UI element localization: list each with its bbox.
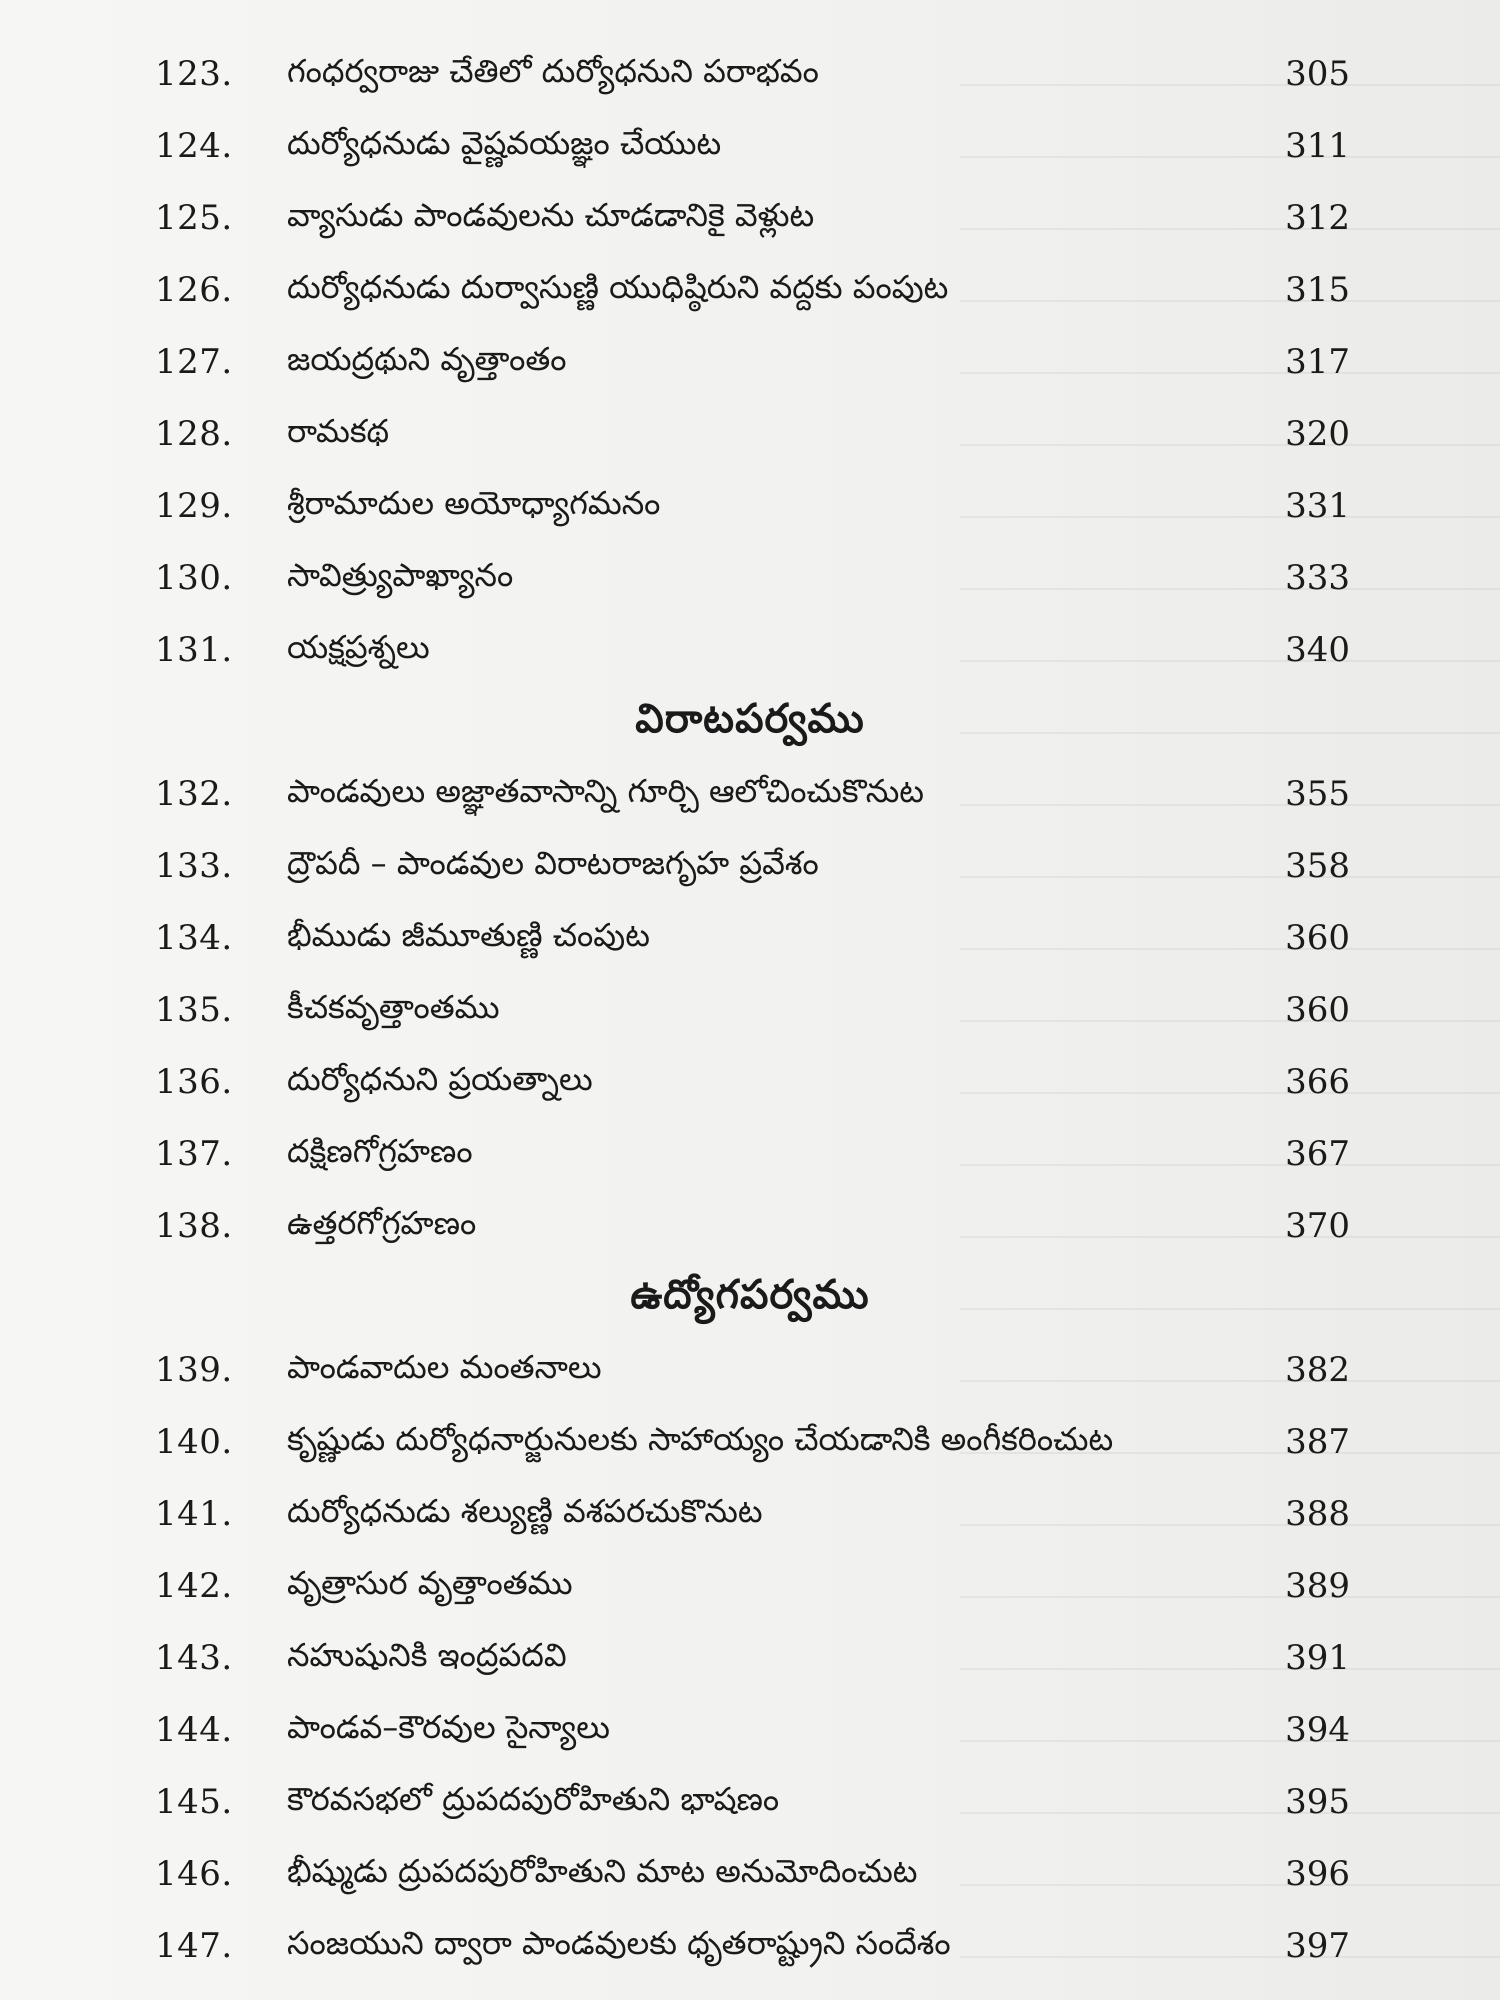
toc-entry — [0, 1128, 1500, 1188]
entry-title: సంజయుని ద్వారా పాండవులకు ధృతరాష్ట్రుని సందేశం — [287, 1924, 951, 1962]
entry-number: 125. — [155, 198, 233, 238]
entry-page: 388 — [1285, 1494, 1350, 1534]
entry-title: యక్షప్రశ్నలు — [287, 628, 430, 666]
entry-page: 312 — [1285, 198, 1350, 238]
entry-title: ఉత్తరగోగ్రహణం — [287, 1204, 477, 1242]
entry-title: వృత్రాసుర వృత్తాంతము — [287, 1564, 573, 1602]
entry-page: 333 — [1285, 558, 1350, 598]
entry-page: 389 — [1285, 1566, 1350, 1606]
toc-entry — [0, 552, 1500, 612]
entry-number: 132. — [155, 774, 233, 814]
entry-number: 124. — [155, 126, 233, 166]
entry-number: 133. — [155, 846, 233, 886]
toc-entry — [0, 840, 1500, 900]
toc-entry — [0, 408, 1500, 468]
entry-title: పాండవ–కౌరవుల సైన్యాలు — [287, 1708, 610, 1746]
entry-page: 387 — [1285, 1422, 1350, 1462]
entry-number: 130. — [155, 558, 233, 598]
entry-title: దక్షిణగోగ్రహణం — [287, 1132, 473, 1170]
toc-entry — [0, 1704, 1500, 1764]
entry-number: 129. — [155, 486, 233, 526]
toc-entry — [0, 624, 1500, 684]
entry-title: దుర్యోధనుడు వైష్ణవయజ్ఞం చేయుట — [287, 124, 722, 162]
entry-page: 382 — [1285, 1350, 1350, 1390]
entry-page: 355 — [1285, 774, 1350, 814]
entry-page: 340 — [1285, 630, 1350, 670]
entry-page: 320 — [1285, 414, 1350, 454]
entry-title: గంధర్వరాజు చేతిలో దుర్యోధనుని పరాభవం — [287, 52, 819, 90]
entry-page: 395 — [1285, 1782, 1350, 1822]
entry-page: 366 — [1285, 1062, 1350, 1102]
entry-number: 143. — [155, 1638, 233, 1678]
entry-title: శ్రీరామాదుల అయోధ్యాగమనం — [287, 484, 661, 522]
toc-entry — [0, 336, 1500, 396]
entry-page: 317 — [1285, 342, 1350, 382]
entry-page: 360 — [1285, 918, 1350, 958]
entry-title: కృష్ణుడు దుర్యోధనార్జునులకు సాహాయ్యం చేయడానికి అంగీకరించుట — [287, 1420, 1114, 1458]
entry-title: కీచకవృత్తాంతము — [287, 988, 500, 1026]
entry-title: భీముడు జీమూతుణ్ణి చంపుట — [287, 916, 650, 954]
entry-title: దుర్యోధనుడు శల్యుణ్ణి వశపరచుకొనుట — [287, 1492, 763, 1530]
toc-entry — [0, 1488, 1500, 1548]
toc-entry — [0, 1344, 1500, 1404]
entry-title: పాండవాదుల మంతనాలు — [287, 1348, 602, 1386]
entry-number: 127. — [155, 342, 233, 382]
toc-entry — [0, 984, 1500, 1044]
entry-number: 147. — [155, 1926, 233, 1966]
entry-number: 144. — [155, 1710, 233, 1750]
entry-number: 135. — [155, 990, 233, 1030]
entry-title: రామకథ — [287, 412, 390, 450]
toc-entry — [0, 1560, 1500, 1620]
toc-entry — [0, 264, 1500, 324]
entry-number: 141. — [155, 1494, 233, 1534]
entry-number: 138. — [155, 1206, 233, 1246]
entry-title: పాండవులు అజ్ఞాతవాసాన్ని గూర్చి ఆలోచించుకొనుట — [287, 772, 925, 810]
section-heading: విరాటపర్వము — [635, 696, 865, 742]
entry-page: 367 — [1285, 1134, 1350, 1174]
entry-page: 397 — [1285, 1926, 1350, 1966]
entry-number: 146. — [155, 1854, 233, 1894]
entry-title: సావిత్ర్యుపాఖ్యానం — [287, 556, 514, 594]
toc-entry — [0, 768, 1500, 828]
entry-title: దుర్యోధనుని ప్రయత్నాలు — [287, 1060, 593, 1098]
toc-entry — [0, 192, 1500, 252]
entry-page: 358 — [1285, 846, 1350, 886]
toc-entry — [0, 1200, 1500, 1260]
entry-number: 131. — [155, 630, 233, 670]
entry-title: వ్యాసుడు పాండవులను చూడడానికై వెళ్లుట — [287, 196, 815, 234]
toc-entry — [0, 1776, 1500, 1836]
entry-page: 394 — [1285, 1710, 1350, 1750]
toc-entry — [0, 48, 1500, 108]
entry-page: 391 — [1285, 1638, 1350, 1678]
entry-number: 139. — [155, 1350, 233, 1390]
section-heading: ఉద్యోగపర్వము — [630, 1272, 870, 1318]
entry-number: 128. — [155, 414, 233, 454]
entry-number: 123. — [155, 54, 233, 94]
entry-title: ద్రౌపదీ – పాండవుల విరాటరాజగృహ ప్రవేశం — [287, 844, 819, 882]
entry-page: 331 — [1285, 486, 1350, 526]
entry-number: 140. — [155, 1422, 233, 1462]
entry-title: నహుషునికి ఇంద్రపదవి — [287, 1636, 567, 1674]
entry-number: 145. — [155, 1782, 233, 1822]
entry-title: కౌరవసభలో ద్రుపదపురోహితుని భాషణం — [287, 1780, 780, 1818]
entry-page: 370 — [1285, 1206, 1350, 1246]
toc-entry — [0, 912, 1500, 972]
entry-title: జయద్రథుని వృత్తాంతం — [287, 340, 567, 378]
entry-page: 396 — [1285, 1854, 1350, 1894]
entry-title: భీష్ముడు ద్రుపదపురోహితుని మాట అనుమోదించుట — [287, 1852, 918, 1890]
entry-number: 136. — [155, 1062, 233, 1102]
entry-number: 134. — [155, 918, 233, 958]
toc-entry — [0, 1848, 1500, 1908]
entry-page: 305 — [1285, 54, 1350, 94]
entry-page: 311 — [1285, 126, 1350, 166]
entry-number: 126. — [155, 270, 233, 310]
toc-entry — [0, 480, 1500, 540]
toc-entry — [0, 1416, 1500, 1476]
toc-entry — [0, 1920, 1500, 1980]
toc-entry — [0, 120, 1500, 180]
entry-page: 315 — [1285, 270, 1350, 310]
entry-number: 142. — [155, 1566, 233, 1606]
toc-entry — [0, 1056, 1500, 1116]
entry-page: 360 — [1285, 990, 1350, 1030]
entry-title: దుర్యోధనుడు దుర్వాసుణ్ణి యుధిష్ఠిరుని వద్దకు పంపుట — [287, 268, 949, 306]
toc-entry — [0, 1632, 1500, 1692]
entry-number: 137. — [155, 1134, 233, 1174]
